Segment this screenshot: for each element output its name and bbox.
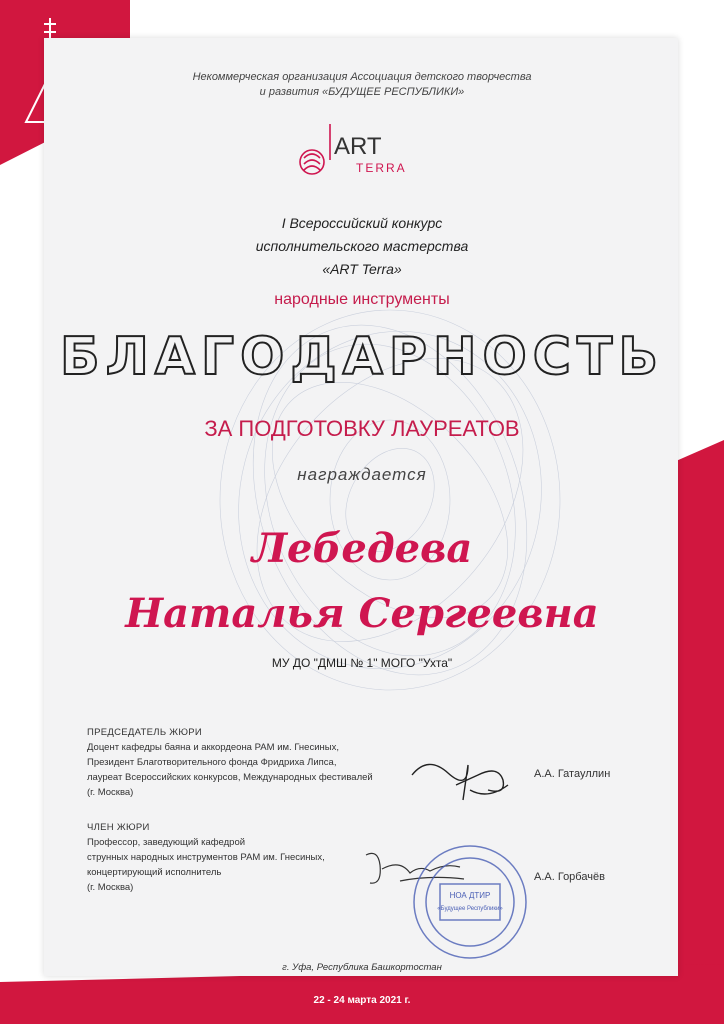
jury-member-block (87, 820, 387, 895)
stamp-text-1: НОА ДТИР (449, 891, 491, 900)
contest-line-1: I Всероссийский конкурс (281, 215, 443, 231)
art-terra-logo (296, 120, 416, 180)
logo-terra-text: TERRA (356, 161, 407, 175)
recipient-given-names: Наталья Сергеевна (125, 590, 599, 637)
jury-member-role: ЧЛЕН ЖЮРИ (87, 822, 150, 833)
logo-art-text: ART (334, 133, 382, 160)
jury-chair-line: лауреат Всероссийских конкурсов, Международных фестивалей (87, 772, 373, 783)
document-title: БЛАГОДАРНОСТЬ (59, 327, 665, 387)
organization-line-2: и развития «БУДУЩЕЕ РЕСПУБЛИКИ» (259, 86, 465, 98)
organization-line-1: Некоммерческая организация Ассоциация детского творчества (192, 71, 532, 83)
jury-chair-line: Доцент кафедры баяна и аккордеона РАМ им. Гнесиных, (87, 742, 339, 753)
jury-member-line: струнных народных инструментов РАМ им. Гнесиных, (87, 852, 325, 863)
category: народные инструменты (274, 291, 450, 308)
jury-chair-name: А.А. Гатауллин (534, 768, 611, 780)
jury-member-line: (г. Москва) (87, 882, 134, 893)
awarded-label: награждается (297, 465, 427, 484)
organization-stamp (410, 842, 530, 962)
event-date: 22 - 24 марта 2021 г. (313, 995, 411, 1006)
contest-line-2: исполнительского мастерства (255, 238, 469, 254)
jury-member-name: А.А. Горбачёв (534, 871, 605, 883)
recipient-school: МУ ДО "ДМШ № 1" МОГО "Ухта" (271, 656, 453, 670)
jury-chair-block (87, 725, 387, 800)
recipient-surname: Лебедева (251, 525, 473, 572)
jury-chair-line: (г. Москва) (87, 787, 134, 798)
jury-member-line: концертирующий исполнитель (87, 867, 222, 878)
jury-chair-role: ПРЕДСЕДАТЕЛЬ ЖЮРИ (87, 727, 203, 738)
city: г. Уфа, Республика Башкортостан (282, 962, 442, 973)
subheading: ЗА ПОДГОТОВКУ ЛАУРЕАТОВ (204, 416, 520, 441)
jury-chair-line: Президент Благотворительного фонда Фридриха Липса, (87, 757, 337, 768)
jury-member-line: Профессор, заведующий кафедрой (87, 837, 246, 848)
chair-signature (408, 745, 518, 805)
contest-line-3: «ART Terra» (322, 261, 402, 277)
stamp-text-2: «Будущее Республики» (437, 906, 503, 912)
